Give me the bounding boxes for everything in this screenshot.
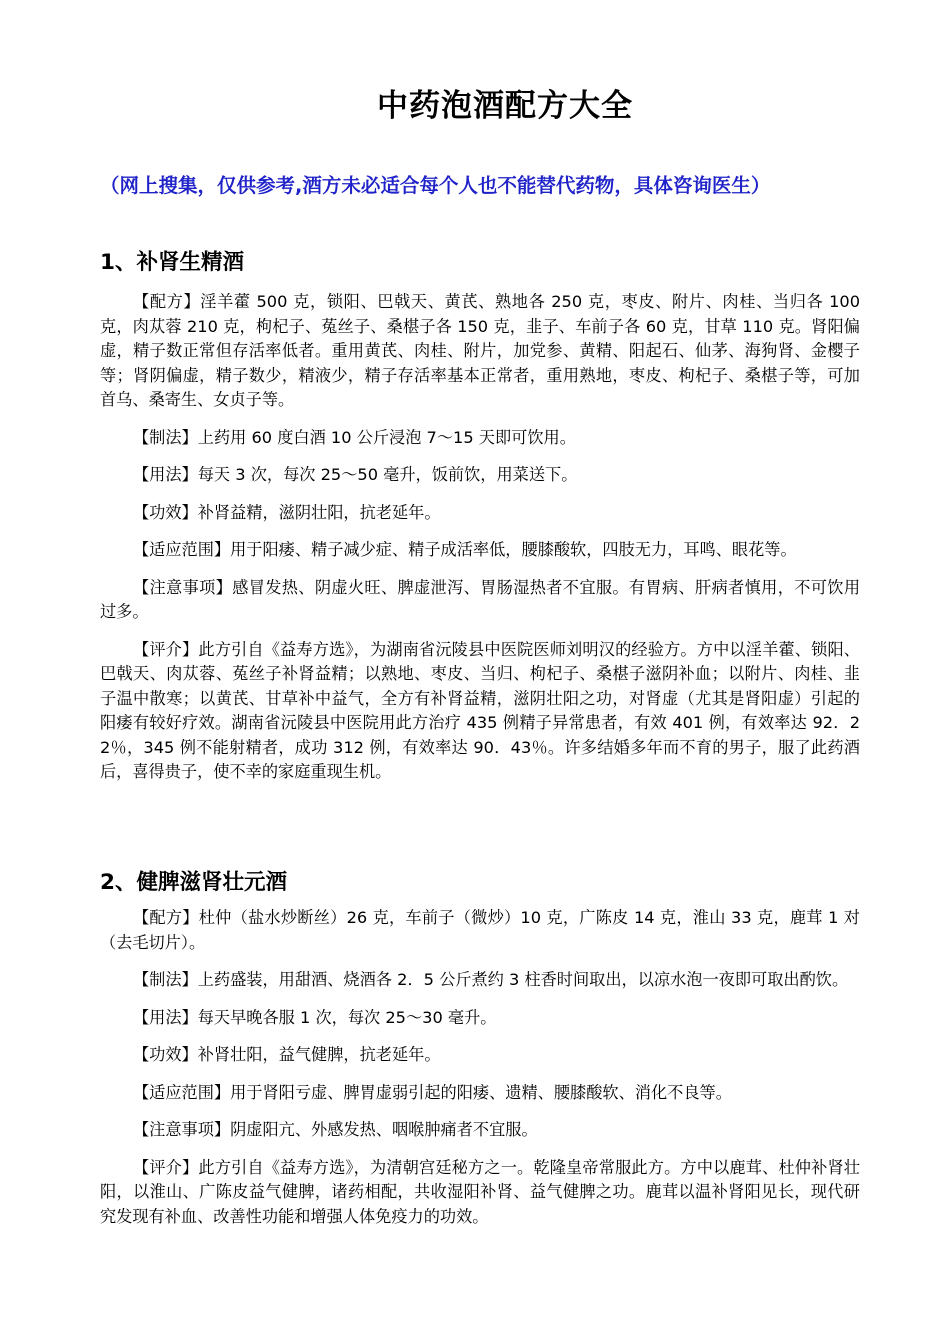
section-body <box>100 906 860 1229</box>
paragraph-formula <box>100 290 860 413</box>
paragraph-indications <box>100 538 860 563</box>
paragraph-text: 补肾壮阳，益气健脾，抗老延年。 <box>197 1045 441 1064</box>
paragraph-text: 淫羊藿 500 克，锁阳、巴戟天、黄芪、熟地各 250 克，枣皮、附片、肉桂、当归各 100 克，肉苁蓉 210 克，枸杞子、菟丝子、桑椹子各 150 克，韭子、车前子各 60 克，甘草 110 克。肾阳偏虚，精子数正常但存活率低者。重用黄芪、肉桂、附片，加党参、黄精、阳起石、仙茅、海狗肾、金樱子等；肾阴偏虚，精子数少，精液少，精子存活率基本正常者，重用熟地，枣皮、枸杞子、桑椹子等，可加首乌、桑寄生、女贞子等。 <box>100 292 861 409</box>
paragraph-efficacy <box>100 501 860 526</box>
paragraph-text: 感冒发热、阴虚火旺、脾虚泄泻、胃肠湿热者不宜服。有胃病、肝病者慎用，不可饮用过多。 <box>100 577 861 621</box>
recipe-section <box>100 868 860 1229</box>
paragraph-label: 【适应范围】 <box>133 540 231 559</box>
paragraph-indications <box>100 1081 860 1106</box>
paragraph-text: 上药用 60 度白酒 10 公斤浸泡 7～15 天即可饮用。 <box>197 427 576 447</box>
paragraph-label: 【用法】 <box>133 1007 198 1027</box>
paragraph-preparation <box>100 968 860 993</box>
paragraph-label: 【制法】 <box>133 970 198 989</box>
paragraph-label: 【注意事项】 <box>133 577 233 597</box>
paragraph-label: 【功效】 <box>133 502 198 522</box>
page-title: 中药泡酒配方大全 <box>377 88 633 124</box>
paragraph-text: 用于阳痿、精子减少症、精子成活率低，腰膝酸软，四肢无力，耳鸣、眼花等。 <box>230 540 797 559</box>
paragraph-label: 【适应范围】 <box>133 1082 231 1102</box>
disclaimer-subtitle: （网上搜集，仅供参考,酒方未必适合每个人也不能替代药物，具体咨询医生） <box>100 174 771 197</box>
paragraph-precautions <box>100 576 860 625</box>
paragraph-efficacy <box>100 1043 860 1068</box>
paragraph-text: 杜仲（盐水炒断丝）26 克，车前子（微炒）10 克，广陈皮 14 克，淮山 33 克，鹿茸 1 对（去毛切片）。 <box>100 908 860 952</box>
paragraph-text: 上药盛装，用甜酒、烧酒各 2．5 公斤煮约 3 柱香时间取出，以凉水泡一夜即可取出酌饮。 <box>197 970 849 989</box>
paragraph-label: 【评介】 <box>133 1157 199 1177</box>
paragraph-usage <box>100 463 860 488</box>
paragraph-review <box>100 1156 860 1230</box>
paragraph-label: 【功效】 <box>133 1045 198 1064</box>
section-heading: 2、健脾滋肾壮元酒 <box>100 870 287 895</box>
paragraph-label: 【注意事项】 <box>133 1120 231 1139</box>
paragraph-label: 【制法】 <box>133 427 198 447</box>
paragraph-label: 【评介】 <box>133 639 199 659</box>
paragraph-precautions <box>100 1118 860 1143</box>
paragraph-text: 阴虚阳亢、外感发热、咽喉肿痛者不宜服。 <box>230 1120 538 1139</box>
section-heading: 1、补肾生精酒 <box>100 250 244 275</box>
paragraph-text: 此方引自《益寿方选》，为湖南省沅陵县中医院医师刘明汉的经验方。方中以淫羊藿、锁阳、巴戟天、肉苁蓉、菟丝子补肾益精；以熟地、枣皮、当归、枸杞子、桑椹子滋阴补血；以附片、肉桂、韭子温中散寒；以黄芪、甘草补中益气，全方有补肾益精，滋阴壮阳之功，对肾虚（尤其是肾阳虚）引起的阳痿有较好疗效。湖南省沅陵县中医院用此方治疗 435 例精子异常患者，有效 401 例，有效率达 92．22％，345 例不能射精者，成功 312 例，有效率达 90．43％。许多结婚多年而不育的男子，服了此药酒后，喜得贵子，使不幸的家庭重现生机。 <box>100 639 860 781</box>
section-body <box>100 290 860 785</box>
paragraph-text: 用于肾阳亏虚、脾胃虚弱引起的阳痿、遗精、腰膝酸软、消化不良等。 <box>230 1082 732 1102</box>
paragraph-formula <box>100 906 860 955</box>
paragraph-label: 【配方】 <box>133 292 201 311</box>
paragraph-usage <box>100 1006 860 1031</box>
recipe-section <box>100 248 860 785</box>
paragraph-text: 每天早晚各服 1 次，每次 25～30 毫升。 <box>197 1007 497 1027</box>
paragraph-label: 【用法】 <box>133 465 198 484</box>
paragraph-text: 此方引自《益寿方选》，为清朝宫廷秘方之一。乾隆皇帝常服此方。方中以鹿茸、杜仲补肾壮阳，以淮山、广陈皮益气健脾，诸药相配，共收湿阳补肾、益气健脾之功。鹿茸以温补肾阳见长，现代研究发现有补血、改善性功能和增强人体免疫力的功效。 <box>100 1157 860 1226</box>
paragraph-text: 补肾益精，滋阴壮阳，抗老延年。 <box>197 502 441 522</box>
paragraph-review <box>100 638 860 785</box>
paragraph-text: 每天 3 次，每次 25～50 毫升，饭前饮，用菜送下。 <box>197 465 578 484</box>
paragraph-label: 【配方】 <box>133 908 199 927</box>
paragraph-preparation <box>100 426 860 451</box>
